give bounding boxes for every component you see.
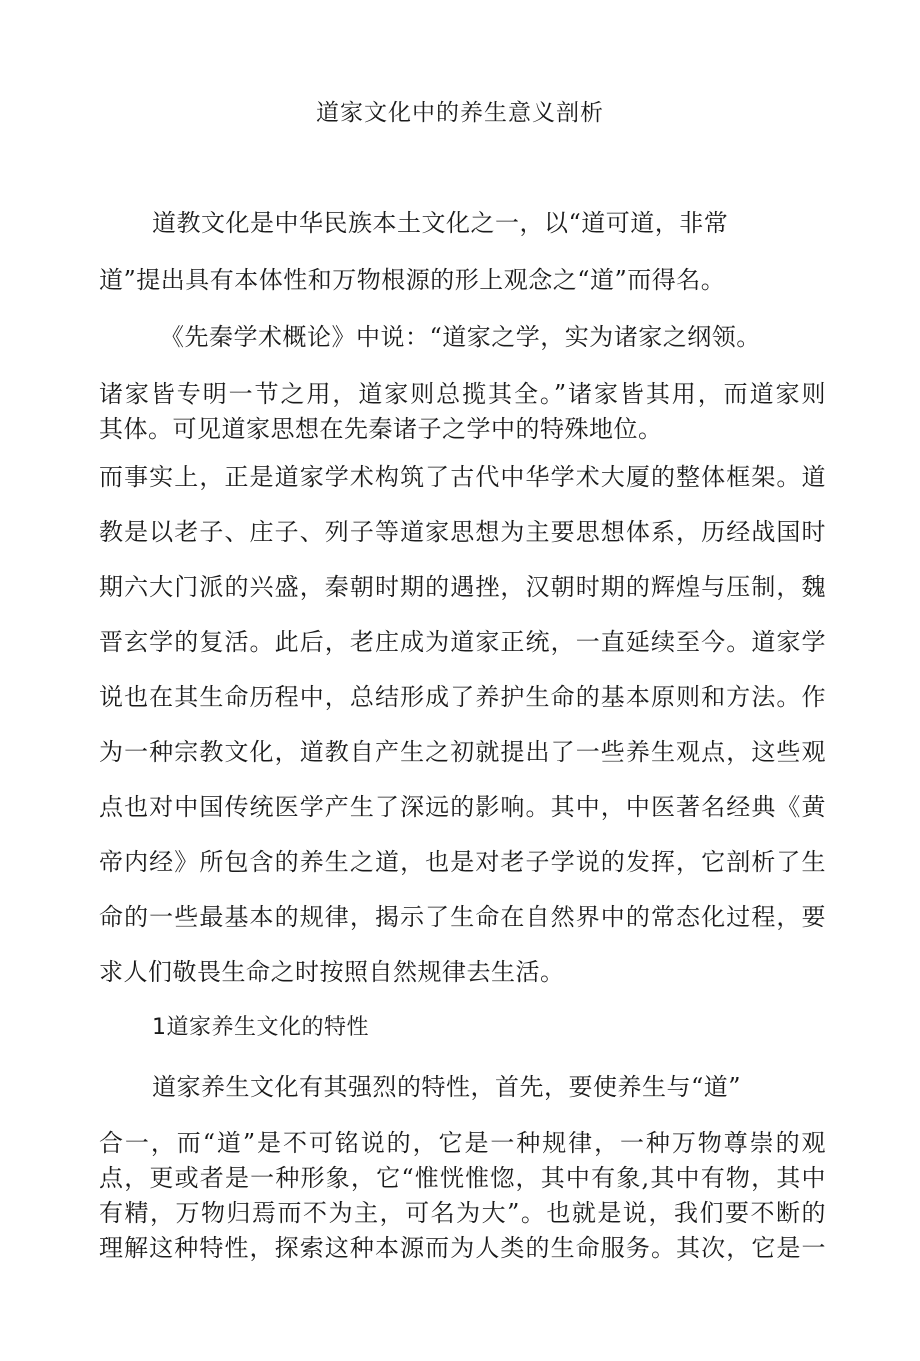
paragraph-line: 合一，而“道”是不可铭说的，它是一种规律，一种万物尊崇的观 [99,1129,826,1157]
paragraph-line: 点也对中国传统医学产生了深远的影响。其中，中医著名经典《黄 [99,793,826,821]
paragraph-line: 说也在其生命历程中，总结形成了养护生命的基本原则和方法。作 [99,683,826,711]
paragraph-line: 道教文化是中华民族本土文化之一，以“道可道，非常 [152,209,729,237]
paragraph-line: 道”提出具有本体性和万物根源的形上观念之“道”而得名。 [99,266,726,294]
paragraph-line: 帝内经》所包含的养生之道，也是对老子学说的发挥，它剖析了生 [99,848,826,876]
paragraph-line: 求人们敬畏生命之时按照自然规律去生活。 [99,958,565,986]
paragraph-line: 《先秦学术概论》中说：“道家之学，实为诸家之纲领。 [160,323,761,351]
paragraph-line: 其体。可见道家思想在先秦诸子之学中的特殊地位。 [99,415,663,443]
paragraph-line: 晋玄学的复活。此后，老庄成为道家正统，一直延续至今。道家学 [99,628,826,656]
paragraph-line: 教是以老子、庄子、列子等道家思想为主要思想体系，历经战国时 [99,518,826,546]
paragraph-line: 期六大门派的兴盛，秦朝时期的遇挫，汉朝时期的辉煌与压制，魏 [99,573,826,601]
paragraph-line: 有精，万物归焉而不为主，可名为大”。也就是说，我们要不断的 [99,1199,826,1227]
paragraph-line: 道家养生文化有其强烈的特性，首先，要使养生与“道” [152,1073,742,1101]
section-heading: 1道家养生文化的特性 [152,1015,369,1040]
paragraph-line: 命的一些最基本的规律，揭示了生命在自然界中的常态化过程，要 [99,903,826,931]
paragraph-line: 而事实上，正是道家学术构筑了古代中华学术大厦的整体框架。道 [99,463,826,491]
document-title: 道家文化中的养生意义剖析 [316,100,604,126]
paragraph-line: 为一种宗教文化，道教自产生之初就提出了一些养生观点，这些观 [99,738,826,766]
paragraph-line: 点，更或者是一种形象，它“惟恍惟惚，其中有象,其中有物，其中 [99,1164,826,1192]
paragraph-line: 诸家皆专明一节之用，道家则总揽其全。”诸家皆其用，而道家则 [99,380,826,408]
paragraph-line: 理解这种特性，探索这种本源而为人类的生命服务。其次，它是一 [99,1234,826,1262]
